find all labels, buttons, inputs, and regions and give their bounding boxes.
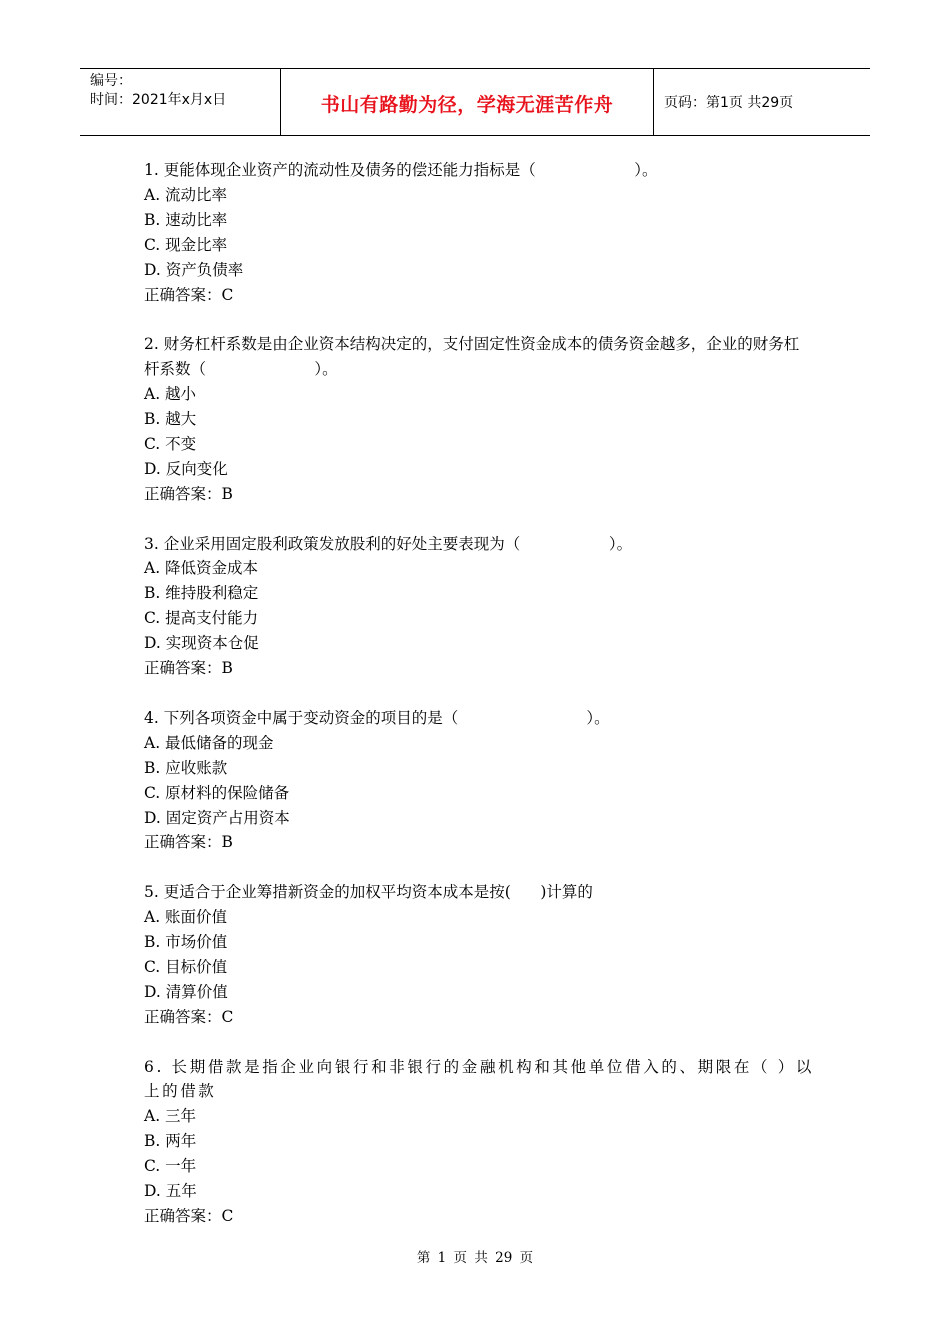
- option-b: B. 维持股利稳定: [144, 584, 259, 603]
- correct-answer: 正确答案：B: [144, 659, 233, 678]
- option-b: B. 市场价值: [144, 933, 228, 952]
- correct-answer: 正确答案：C: [144, 1007, 234, 1026]
- option-c: C. 一年: [144, 1157, 197, 1176]
- question-5: [144, 880, 814, 1029]
- header-page-info: 页码：第1页 共29页: [664, 95, 794, 111]
- option-d: D. 实现资本仓促: [144, 634, 259, 653]
- option-a: A. 流动比率: [144, 185, 228, 204]
- page-header: [80, 68, 870, 136]
- code-label: 编号：: [90, 73, 132, 89]
- option-a: A. 最低储备的现金: [144, 733, 274, 752]
- correct-answer: 正确答案：C: [144, 1206, 234, 1225]
- option-b: B. 越大: [144, 410, 197, 429]
- question-stem: 4. 下列各项资金中属于变动资金的项目的是（ ）。: [144, 708, 610, 727]
- option-d: D. 反向变化: [144, 459, 228, 478]
- question-list: [144, 158, 814, 1254]
- question-1: [144, 158, 814, 307]
- question-6: [144, 1055, 814, 1229]
- option-c: C. 不变: [144, 434, 197, 453]
- option-d: D. 固定资产占用资本: [144, 808, 290, 827]
- header-meta: [80, 69, 281, 135]
- option-b: B. 速动比率: [144, 210, 228, 229]
- header-motto: 书山有路勤为径，学海无涯苦作舟: [281, 69, 654, 135]
- time-label: 时间：2021年x月x日: [90, 92, 227, 108]
- question-2: [144, 332, 814, 506]
- option-c: C. 现金比率: [144, 235, 228, 254]
- question-stem: 6. 长期借款是指企业向银行和非银行的金融机构和其他单位借入的、期限在（ ）以上的借款: [144, 1057, 814, 1101]
- correct-answer: 正确答案：C: [144, 285, 234, 304]
- option-a: A. 三年: [144, 1107, 197, 1126]
- question-stem: 2. 财务杠杆系数是由企业资本结构决定的，支付固定性资金成本的债务资金越多，企业的财务杠杆系数（ ）。: [144, 335, 800, 379]
- page-footer: 第 1 页 共 29 页: [416, 1250, 534, 1266]
- option-b: B. 应收账款: [144, 758, 228, 777]
- correct-answer: 正确答案：B: [144, 833, 233, 852]
- correct-answer: 正确答案：B: [144, 484, 233, 503]
- question-stem: 5. 更适合于企业筹措新资金的加权平均资本成本是按( )计算的: [144, 883, 593, 902]
- option-a: A. 降低资金成本: [144, 559, 259, 578]
- option-d: D. 清算价值: [144, 982, 228, 1001]
- option-a: A. 账面价值: [144, 908, 228, 927]
- option-a: A. 越小: [144, 385, 197, 404]
- option-d: D. 五年: [144, 1182, 197, 1201]
- option-d: D. 资产负债率: [144, 260, 244, 279]
- question-stem: 1. 更能体现企业资产的流动性及债务的偿还能力指标是（ ）。: [144, 161, 658, 179]
- option-c: C. 提高支付能力: [144, 609, 259, 628]
- option-c: C. 原材料的保险储备: [144, 783, 290, 802]
- question-4: [144, 706, 814, 855]
- option-b: B. 两年: [144, 1132, 197, 1151]
- question-stem: 3. 企业采用固定股利政策发放股利的好处主要表现为（ ）。: [144, 534, 633, 553]
- question-3: [144, 532, 814, 681]
- option-c: C. 目标价值: [144, 957, 228, 976]
